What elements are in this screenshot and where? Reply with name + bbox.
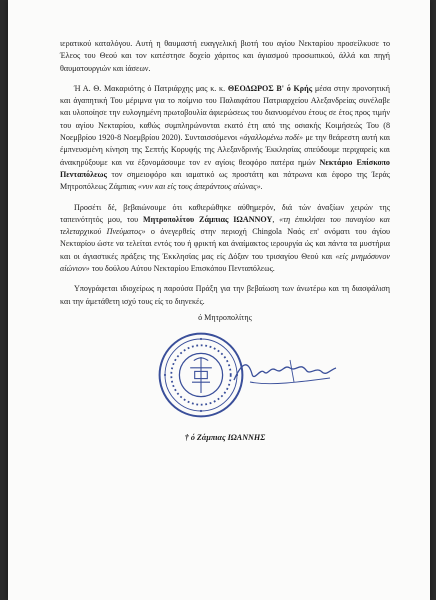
paragraph-2	[60, 83, 390, 194]
saint-name: Νεκτάριο Επίσκοπο Πενταπόλεως	[60, 157, 390, 179]
metropolitan-name: Μητροπολίτου Ζάμπιας ΙΩΑΝΝΟΥ	[142, 214, 273, 224]
text-run: Προσέτι δέ, βεβαιώνουμε ότι καθιερώθηκε αύθημερόν, διά τών άναξίων χειρών της ταπεινότητός μου, του	[60, 202, 390, 224]
seal-signature-area	[60, 330, 390, 422]
paragraph-1-text: ιερατικού καταλόγου. Αυτή η θαυμαστή ευαγγελική βιοτή του αγίου Νεκταρίου προσείλκυσε το Έλεος του Θεού και τον κατέστησε δοχείο χάριτος και άγιασμού προσωπικού, άλλά και πηγή θαυματουργιών και ίάσεων.	[60, 39, 390, 73]
text-run: μέσα στην προνοητική και άγαπητική Του μέριμνα για το ποίμνιο του Παλαιφάτου Πατριαρχείου Αλεξανδρείας συνέλαβε και υλοποίησε την ευλογημένη πρωτοβουλία άφιερώσεως του διανυομένου έτους σε έτος προς τιμήν του αγίου Νεκταρίου, καθώς συμπληρώνονται εκατό έτη από της οσιακής Κοιμήσεώς Του (8 Νοεμβρίου 1920-8 Νοεμβρίου 2020). Συνταισσόμενοι	[60, 83, 390, 143]
paragraph-1	[60, 38, 390, 75]
text-run: του δούλου Αύτου Νεκταρίου Επισκόπου Πενταπόλεως.	[89, 264, 275, 274]
quote-text: «τη έπικλήσει του παναγίου και τελεταρχικού Πνεύματος»	[60, 214, 391, 237]
paragraph-3	[60, 202, 390, 276]
text-run: τον σημειοφόρο και ιαματικό ως προστάτη και πάτρωνα και έφορο της Ίεράς Μητροπόλεως Ζάμπιας	[60, 169, 390, 192]
paragraph-4: Υπογράφεται ιδιοχείρως η παρούσα Πράξη για την βεβαίωση των άνωτέρω και τη διασφάλιση και την άμετάθετη ισχύ τους είς το διηνεκές.	[60, 284, 390, 306]
closing-title: ό Μητροπολίτης	[198, 312, 252, 322]
handwritten-signature-icon	[230, 352, 340, 392]
patriarch-name: ΘΕΟΔΩΡΟΣ Β' ό Κρής	[227, 83, 313, 93]
text-run: Ή Α. Θ. Μακαριότης ό Πατριάρχης μας κ. κ.	[74, 83, 228, 93]
text-run: με την θεάρεστη αυτή και έμπνευσμένη κίνηση της Σεπτής Κορυφής της Αλεξανδρινής Έκκλησίας σπεύδουμε περιχαρείς και άνακηρύξουμε και να έξονομάσουμε τον εν αγίοις θεοφόρο πατέρα ημών	[60, 133, 391, 167]
text-run: ο άνεγερθείς στην περιοχή Chingola Ναός επ' ονόματι του άγίου Νεκταρίου ώστε να τελείται εντός του ή φρικτή και άναίμακτος ιερουργία ώς και πάντα τα μυστήρια και οι άγιαστικές πράξεις της Έκκλησίας μας είς Δόξαν του τρισαγίου Θεού και	[60, 227, 390, 261]
signer-name: † ό Ζάμπιας ΙΩΑΝΝΗΣ	[184, 433, 266, 443]
quote-text: «άγαλλομένω ποδί»	[239, 133, 304, 143]
document-page	[8, 0, 430, 600]
quote-text: «νυν και είς τους άπεράντους αίώνας».	[138, 182, 263, 192]
quote-text: «είς μνημόσυνον αίώνιον»	[60, 251, 390, 274]
text-run: ,	[272, 214, 280, 224]
